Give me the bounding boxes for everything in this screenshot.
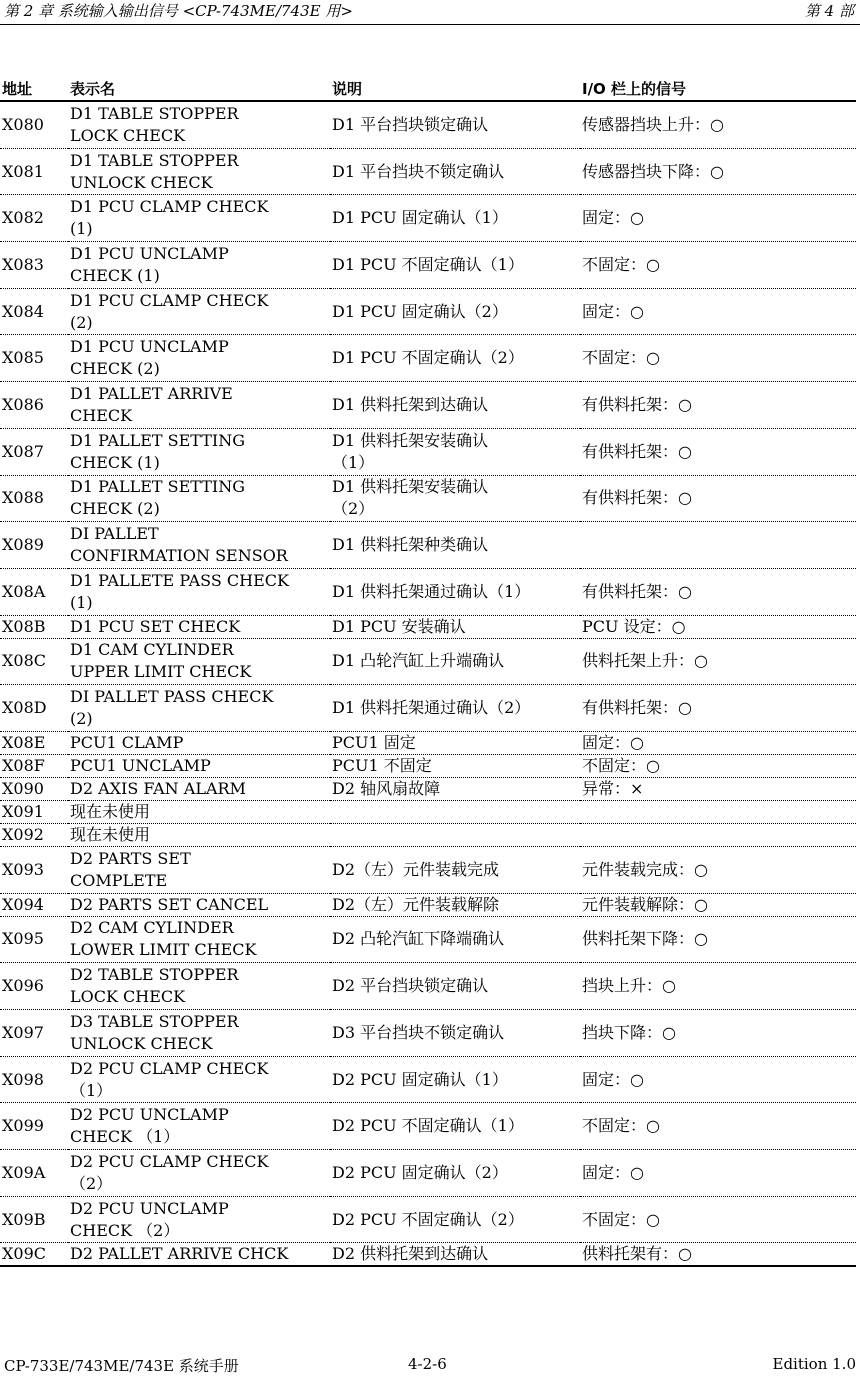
io-signal-cell: 不固定：○ (580, 335, 856, 382)
description-cell (330, 335, 580, 382)
manual-title: CP-733E/743ME/743E 系统手册 (4, 1357, 239, 1375)
table-row (0, 101, 856, 148)
description-cell (330, 1010, 580, 1057)
address-cell: X087 (0, 428, 68, 475)
io-signal-cell: 传感器挡块上升：○ (580, 101, 856, 148)
display-name-line: (1) (70, 592, 93, 612)
description-line: D1 PCU 固定确认（2） (332, 301, 508, 321)
display-name-line: CHECK (2) (70, 499, 160, 519)
description-line: PCU1 固定 (332, 732, 416, 752)
table-row (0, 1056, 856, 1103)
table-row (0, 754, 856, 777)
table-row (0, 1010, 856, 1057)
display-name-line: UNLOCK CHECK (70, 1033, 213, 1053)
address-cell: X094 (0, 893, 68, 916)
io-signal-cell: 不固定：○ (580, 1103, 856, 1150)
display-name-cell (68, 1010, 330, 1057)
table-row (0, 288, 856, 335)
part-label: 第 4 部 (804, 2, 854, 20)
display-name-line: D1 PALLETE PASS CHECK (70, 570, 289, 590)
address-cell: X09A (0, 1150, 68, 1197)
table-row (0, 195, 856, 242)
display-name-line: （1） (70, 1080, 113, 1100)
description-cell (330, 916, 580, 963)
table-row (0, 800, 856, 823)
column-header-address: 地址 (0, 78, 68, 101)
table-row (0, 475, 856, 522)
table-row (0, 777, 856, 800)
description-cell (330, 754, 580, 777)
table-body (0, 101, 856, 1266)
io-signal-cell: 有供料托架：○ (580, 475, 856, 522)
description-line: D1 PCU 不固定确认（2） (332, 348, 524, 368)
description-cell (330, 893, 580, 916)
address-cell: X084 (0, 288, 68, 335)
display-name-line: UNLOCK CHECK (70, 172, 213, 192)
display-name-cell (68, 242, 330, 289)
display-name-line: D2 TABLE STOPPER (70, 965, 239, 985)
table-row (0, 963, 856, 1010)
display-name-cell (68, 1150, 330, 1197)
description-cell (330, 568, 580, 615)
address-cell: X082 (0, 195, 68, 242)
description-cell (330, 242, 580, 289)
display-name-line: LOCK CHECK (70, 125, 186, 145)
io-signal-cell: 供料托架下降：○ (580, 916, 856, 963)
display-name-line: 现在未使用 (70, 824, 151, 844)
description-cell (330, 846, 580, 893)
description-cell (330, 1103, 580, 1150)
address-cell: X098 (0, 1056, 68, 1103)
table-row (0, 846, 856, 893)
display-name-line: CHECK （1） (70, 1127, 180, 1147)
address-cell: X08F (0, 754, 68, 777)
display-name-line: LOWER LIMIT CHECK (70, 940, 257, 960)
io-signal-cell (580, 823, 856, 846)
address-cell: X083 (0, 242, 68, 289)
display-name-line: (2) (70, 312, 93, 332)
address-cell: X080 (0, 101, 68, 148)
io-signal-cell: 元件装载完成：○ (580, 846, 856, 893)
display-name-cell (68, 800, 330, 823)
display-name-line: UPPER LIMIT CHECK (70, 662, 252, 682)
display-name-line: CHECK (70, 405, 133, 425)
display-name-cell (68, 475, 330, 522)
io-signal-cell: 固定：○ (580, 1056, 856, 1103)
description-cell (330, 638, 580, 685)
table-row (0, 148, 856, 195)
io-signal-cell (580, 522, 856, 569)
table-row (0, 638, 856, 685)
display-name-line: DI PALLET PASS CHECK (70, 687, 274, 707)
display-name-line: D2 PARTS SET (70, 848, 191, 868)
description-cell (330, 800, 580, 823)
display-name-line: CHECK (1) (70, 265, 160, 285)
display-name-cell (68, 335, 330, 382)
table-row (0, 242, 856, 289)
description-line: D2 PCU 固定确认（1） (332, 1069, 508, 1089)
description-line: D3 平台挡块不锁定确认 (332, 1022, 505, 1042)
description-line: D1 凸轮汽缸上升端确认 (332, 651, 505, 671)
display-name-line: D1 PCU SET CHECK (70, 616, 241, 636)
display-name-line: D2 CAM CYLINDER (70, 918, 234, 938)
column-header-io-signal: I/O 栏上的信号 (580, 78, 856, 101)
table-row (0, 522, 856, 569)
description-line: D2（左）元件装载解除 (332, 894, 500, 914)
display-name-cell (68, 731, 330, 754)
description-line: （2） (332, 499, 375, 519)
address-cell: X093 (0, 846, 68, 893)
address-cell: X08D (0, 685, 68, 732)
display-name-cell (68, 893, 330, 916)
description-line: D2 凸轮汽缸下降端确认 (332, 929, 505, 949)
chapter-title: 第 2 章 系统输入输出信号 <CP-743ME/743E 用> (4, 2, 353, 20)
description-line: D1 平台挡块不锁定确认 (332, 161, 505, 181)
display-name-cell (68, 823, 330, 846)
display-name-line: (1) (70, 219, 93, 239)
description-cell (330, 685, 580, 732)
display-name-line: D1 PCU UNCLAMP (70, 243, 229, 263)
description-cell (330, 101, 580, 148)
table-row (0, 615, 856, 638)
page-header (0, 0, 860, 25)
io-signal-cell: 固定：○ (580, 1150, 856, 1197)
description-line: D1 供料托架通过确认（2） (332, 698, 531, 718)
io-signal-cell: 挡块下降：○ (580, 1010, 856, 1057)
display-name-line: （2） (70, 1173, 113, 1193)
display-name-cell (68, 638, 330, 685)
io-signal-cell: 挡块上升：○ (580, 963, 856, 1010)
display-name-line: D1 CAM CYLINDER (70, 640, 234, 660)
table-row (0, 685, 856, 732)
description-line: （1） (332, 452, 375, 472)
address-cell: X08E (0, 731, 68, 754)
io-signal-cell: 固定：○ (580, 288, 856, 335)
description-line: D2 PCU 不固定确认（1） (332, 1116, 524, 1136)
display-name-line: D2 PCU CLAMP CHECK (70, 1058, 269, 1078)
display-name-cell (68, 195, 330, 242)
io-signal-cell: 有供料托架：○ (580, 382, 856, 429)
display-name-cell (68, 148, 330, 195)
description-cell (330, 475, 580, 522)
display-name-line: CHECK (1) (70, 452, 160, 472)
address-cell: X099 (0, 1103, 68, 1150)
description-line: D2（左）元件装载完成 (332, 859, 500, 879)
address-cell: X090 (0, 777, 68, 800)
display-name-line: COMPLETE (70, 870, 168, 890)
table-row (0, 568, 856, 615)
display-name-line: D1 PALLET ARRIVE (70, 383, 233, 403)
display-name-line: D1 PALLET SETTING (70, 477, 246, 497)
description-cell (330, 1150, 580, 1197)
description-line: D1 平台挡块锁定确认 (332, 114, 489, 134)
table-row (0, 1150, 856, 1197)
description-cell (330, 522, 580, 569)
display-name-line: 现在未使用 (70, 801, 151, 821)
display-name-cell (68, 1196, 330, 1243)
page-footer (0, 1355, 860, 1377)
display-name-cell (68, 685, 330, 732)
io-signal-cell: 有供料托架：○ (580, 568, 856, 615)
display-name-line: CONFIRMATION SENSOR (70, 546, 288, 566)
description-line: D1 供料托架种类确认 (332, 535, 489, 555)
display-name-cell (68, 1056, 330, 1103)
display-name-cell (68, 777, 330, 800)
description-cell (330, 1196, 580, 1243)
address-cell: X096 (0, 963, 68, 1010)
address-cell: X088 (0, 475, 68, 522)
io-signal-cell: 不固定：○ (580, 1196, 856, 1243)
io-signal-cell (580, 800, 856, 823)
display-name-line: D1 TABLE STOPPER (70, 150, 239, 170)
display-name-line: LOCK CHECK (70, 987, 186, 1007)
address-cell: X086 (0, 382, 68, 429)
description-line: D1 PCU 固定确认（1） (332, 208, 508, 228)
display-name-cell (68, 382, 330, 429)
description-line: D1 PCU 不固定确认（1） (332, 254, 524, 274)
display-name-line: D2 PALLET ARRIVE CHCK (70, 1244, 289, 1264)
address-cell: X08B (0, 615, 68, 638)
io-signal-cell: 固定：○ (580, 731, 856, 754)
edition-label: Edition 1.0 (772, 1355, 856, 1373)
display-name-line: D1 TABLE STOPPER (70, 103, 239, 123)
io-signal-cell: 供料托架上升：○ (580, 638, 856, 685)
description-line: D1 供料托架安装确认 (332, 477, 489, 497)
description-cell (330, 1056, 580, 1103)
display-name-line: CHECK (2) (70, 359, 160, 379)
display-name-line: DI PALLET (70, 524, 159, 544)
display-name-line: D1 PCU CLAMP CHECK (70, 197, 269, 217)
address-cell: X081 (0, 148, 68, 195)
description-cell (330, 963, 580, 1010)
address-cell: X095 (0, 916, 68, 963)
io-signal-cell: 不固定：○ (580, 754, 856, 777)
description-line: D2 PCU 固定确认（2） (332, 1162, 508, 1182)
table-row (0, 335, 856, 382)
description-cell (330, 288, 580, 335)
address-cell: X089 (0, 522, 68, 569)
description-line: D1 供料托架通过确认（1） (332, 581, 531, 601)
display-name-line: D2 AXIS FAN ALARM (70, 778, 246, 798)
description-cell (330, 777, 580, 800)
io-signal-table (0, 78, 856, 1267)
description-cell (330, 615, 580, 638)
display-name-line: D1 PCU CLAMP CHECK (70, 290, 269, 310)
display-name-line: D2 PCU UNCLAMP (70, 1198, 229, 1218)
table-row (0, 382, 856, 429)
description-line: D2 轴风扇故障 (332, 778, 441, 798)
page-number: 4-2-6 (408, 1355, 447, 1373)
display-name-cell (68, 754, 330, 777)
io-signal-cell: 异常：× (580, 777, 856, 800)
table-row (0, 916, 856, 963)
display-name-line: D2 PCU UNCLAMP (70, 1105, 229, 1125)
display-name-line: D2 PARTS SET CANCEL (70, 894, 269, 914)
io-signal-cell: 有供料托架：○ (580, 428, 856, 475)
description-line: D1 供料托架安装确认 (332, 430, 489, 450)
column-header-description: 说明 (330, 78, 580, 101)
display-name-line: D2 PCU CLAMP CHECK (70, 1151, 269, 1171)
table-row (0, 1196, 856, 1243)
display-name-cell (68, 522, 330, 569)
table-row (0, 1103, 856, 1150)
description-line: D1 供料托架到达确认 (332, 394, 489, 414)
io-signal-cell: PCU 设定：○ (580, 615, 856, 638)
table-row (0, 428, 856, 475)
display-name-line: CHECK （2） (70, 1220, 180, 1240)
io-signal-cell: 有供料托架：○ (580, 685, 856, 732)
description-cell (330, 823, 580, 846)
display-name-cell (68, 963, 330, 1010)
address-cell: X085 (0, 335, 68, 382)
description-cell (330, 195, 580, 242)
display-name-cell (68, 916, 330, 963)
display-name-cell (68, 615, 330, 638)
display-name-cell (68, 101, 330, 148)
io-signal-cell: 固定：○ (580, 195, 856, 242)
display-name-cell (68, 428, 330, 475)
display-name-line: D1 PALLET SETTING (70, 430, 246, 450)
display-name-line: D3 TABLE STOPPER (70, 1011, 239, 1031)
display-name-line: (2) (70, 709, 93, 729)
address-cell: X09C (0, 1243, 68, 1267)
display-name-cell (68, 288, 330, 335)
description-line: PCU1 不固定 (332, 755, 432, 775)
display-name-line: D1 PCU UNCLAMP (70, 337, 229, 357)
table-row (0, 823, 856, 846)
description-cell (330, 731, 580, 754)
display-name-cell (68, 1243, 330, 1267)
table-row (0, 893, 856, 916)
description-cell (330, 382, 580, 429)
io-signal-cell: 元件装载解除：○ (580, 893, 856, 916)
address-cell: X092 (0, 823, 68, 846)
io-signal-cell: 不固定：○ (580, 242, 856, 289)
display-name-cell (68, 1103, 330, 1150)
table-header-row (0, 78, 856, 101)
description-line: D1 PCU 安装确认 (332, 616, 466, 636)
address-cell: X08C (0, 638, 68, 685)
display-name-cell (68, 568, 330, 615)
description-cell (330, 428, 580, 475)
display-name-cell (68, 846, 330, 893)
io-signal-cell: 传感器挡块下降：○ (580, 148, 856, 195)
io-signal-cell: 供料托架有：○ (580, 1243, 856, 1267)
description-cell (330, 148, 580, 195)
description-line: D2 PCU 不固定确认（2） (332, 1209, 524, 1229)
display-name-line: PCU1 CLAMP (70, 732, 184, 752)
description-cell (330, 1243, 580, 1267)
address-cell: X097 (0, 1010, 68, 1057)
description-line: D2 平台挡块锁定确认 (332, 976, 489, 996)
address-cell: X091 (0, 800, 68, 823)
column-header-display-name: 表示名 (68, 78, 330, 101)
address-cell: X09B (0, 1196, 68, 1243)
table-row (0, 1243, 856, 1267)
description-line: D2 供料托架到达确认 (332, 1244, 489, 1264)
table-row (0, 731, 856, 754)
display-name-line: PCU1 UNCLAMP (70, 755, 211, 775)
address-cell: X08A (0, 568, 68, 615)
